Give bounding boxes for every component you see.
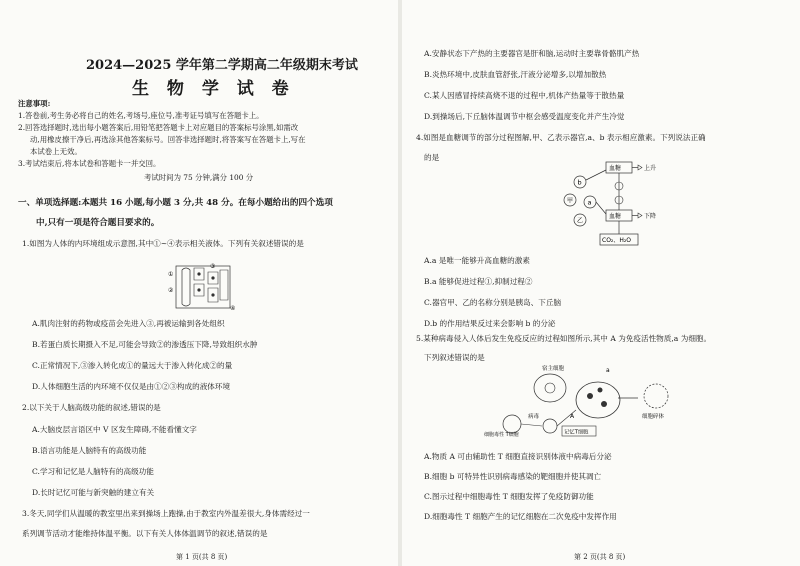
- q5-option: D.细胞毒性 T 细胞产生的记忆细胞在二次免疫中发挥作用: [424, 512, 617, 521]
- q3-stem: 3.冬天,同学们从温暖的教室里出来到操场上跑操,由于教室内外温差很大,身体需经过一: [22, 509, 310, 518]
- section-heading: 一、单项选择题:本题共 16 小题,每小题 3 分,共 48 分。在每小题给出的四个选项: [18, 198, 333, 208]
- exam-title: 2024—2025 学年第二学期高二年级期末考试: [86, 58, 358, 73]
- notice-line: 本试卷上无效。: [30, 147, 82, 156]
- product-box: CO₂、H₂O: [602, 237, 631, 244]
- fall-label: 下降: [644, 213, 657, 220]
- fig1-label: ③: [210, 263, 216, 270]
- glucose-box-top: 血糖: [609, 165, 622, 172]
- exam-subtitle: 生 物 学 试 卷: [132, 79, 295, 99]
- section-heading: 中,只有一项是符合题目要求的。: [36, 218, 160, 228]
- q2-option: C.学习和记忆是人脑特有的高级功能: [32, 467, 154, 476]
- q3-option: A.安静状态下产热的主要器官是肝和脑,运动时主要靠骨骼肌产热: [424, 49, 640, 58]
- q1-option: B.若蛋白质长期摄入不足,可能会导致②的渗透压下降,导致组织水肿: [32, 340, 258, 349]
- fig1-label: ①: [168, 271, 174, 278]
- q1-option: C.正常情况下,③渗入转化成①的量远大于渗入转化成②的量: [32, 361, 233, 370]
- host-cell-label: 宿主细胞: [542, 366, 565, 372]
- q5-stem: 下列叙述错误的是: [424, 353, 485, 362]
- glucose-box-bottom: 血糖: [609, 213, 622, 220]
- node-a: a: [587, 198, 592, 207]
- q5-option: A.物质 A 可由辅助性 T 细胞直接识别体液中病毒后分泌: [424, 452, 612, 461]
- exam-info: 考试时间为 75 分钟,满分 100 分: [144, 173, 254, 182]
- q3-option: D.到操场后,下丘脑体温调节中枢会感受温度变化并产生冷觉: [424, 112, 625, 121]
- right-page: [402, 0, 800, 566]
- q4-option: A.a 是唯一能够升高血糖的激素: [424, 256, 530, 265]
- q2-stem: 2.以下关于人脑高级功能的叙述,错误的是: [22, 403, 161, 412]
- q3-option: B.炎热环境中,皮肤血管舒张,汗液分泌增多,以增加散热: [424, 70, 607, 79]
- notice-line: 动,用橡皮擦干净后,再选涂其他答案标号。回答非选择题时,将答案写在答题卡上,写在: [30, 135, 306, 144]
- node-jia: 甲: [567, 197, 574, 205]
- inner-environment-diagram: [168, 262, 238, 312]
- q1-option: D.人体细胞生活的内环境不仅仅是由①②③构成的液体环境: [32, 382, 231, 391]
- fragment-label: 细胞碎体: [642, 414, 665, 420]
- tcell-label: 细胞毒性 T细胞: [484, 432, 519, 438]
- q4-option: B.a 能够促进过程①,抑制过程②: [424, 277, 533, 286]
- page-footer: 第 2 页(共 8 页): [574, 553, 626, 561]
- q1-option: A.肌肉注射的药物或疫苗会先进入③,再被运输到各处组织: [32, 319, 225, 328]
- q5-option: C.图示过程中细胞毒性 T 细胞发挥了免疫防御功能: [424, 492, 594, 501]
- fig1-label: ④: [230, 305, 236, 312]
- q5-stem: 5.某种病毒侵入人体后发生免疫反应的过程如图所示,其中 A 为免疫活性物质,a 为细胞。: [416, 334, 712, 343]
- q4-option: D.b 的作用结果反过来会影响 b 的分泌: [424, 319, 556, 328]
- q3-option: C.某人因感冒持续高烧不退的过程中,机体产热量等于散热量: [424, 91, 625, 100]
- left-page: [0, 0, 398, 566]
- notice-line: 2.回答选择题时,选出每小题答案后,用铅笔把答题卡上对应题目的答案标号涂黑,如需改: [18, 123, 299, 132]
- virus-label: 病毒: [528, 414, 540, 420]
- q2-option: D.长时记忆可能与新突触的建立有关: [32, 488, 155, 497]
- cell-a-label: a: [606, 367, 610, 374]
- q2-option: B.语言功能是人脑特有的高级功能: [32, 446, 147, 455]
- rise-label: 上升: [644, 165, 657, 172]
- q1-stem: 1.如图为人体的内环境组成示意图,其中①~④表示相关液体。下列有关叙述错误的是: [22, 239, 304, 248]
- q4-option: C.器官甲、乙的名称分别是胰岛、下丘脑: [424, 298, 562, 307]
- node-yi: 乙: [577, 217, 584, 225]
- q4-stem: 4.如图是血糖调节的部分过程图解,甲、乙表示器官,a、b 表示相应激素。下列说法正确: [416, 133, 706, 142]
- q4-stem: 的是: [424, 153, 440, 162]
- node-b: b: [577, 178, 582, 187]
- q5-option: B.细胞 b 可特异性识别病毒感染的靶细胞并使其凋亡: [424, 472, 602, 481]
- notice-heading: 注意事项:: [18, 99, 51, 108]
- notice-line: 3.考试结束后,将本试卷和答题卡一并交回。: [18, 159, 161, 168]
- page-footer: 第 1 页(共 8 页): [176, 553, 228, 561]
- immune-response-diagram: [480, 360, 690, 444]
- blood-glucose-diagram: [562, 158, 674, 248]
- memory-cell-label: 记忆T细胞: [564, 429, 589, 436]
- fig1-label: ②: [168, 287, 174, 294]
- notice-line: 1.答卷前,考生务必将自己的姓名,考场号,座位号,准考证号填写在答题卡上。: [18, 111, 264, 120]
- q3-stem: 系列调节活动才能维持体温平衡。以下有关人体体温调节的叙述,错误的是: [22, 529, 268, 538]
- substance-A: A: [570, 413, 575, 420]
- q2-option: A.大脑皮层言语区中 V 区发生障碍,不能看懂文字: [32, 425, 197, 434]
